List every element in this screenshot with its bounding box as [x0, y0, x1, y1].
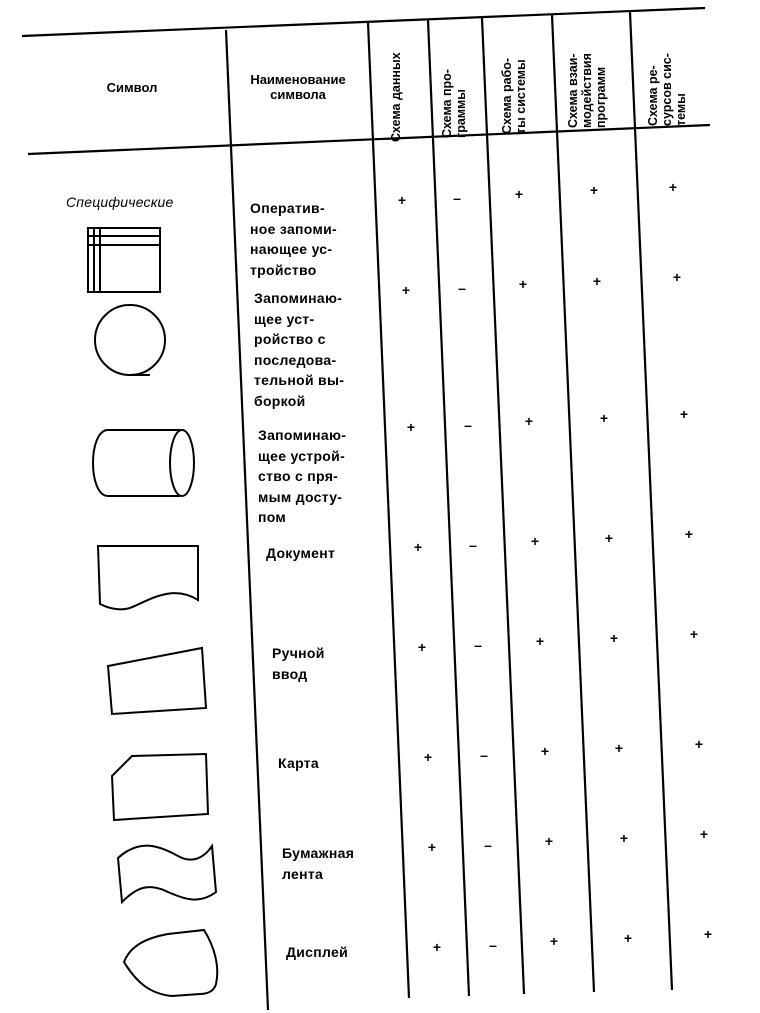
header-scheme-system: Схема рабо- ты системы: [500, 57, 528, 134]
header-symbol-name: Наименование символа: [250, 72, 346, 102]
mark-r4-c2: +: [535, 633, 545, 649]
punched-tape-symbol: [118, 846, 216, 902]
mark-r7-c2: +: [549, 933, 559, 949]
mark-r4-c4: +: [689, 626, 699, 642]
mark-r2-c0: +: [406, 419, 416, 435]
mark-r6-c1: –: [484, 837, 492, 853]
manual-input-symbol: [108, 648, 206, 714]
mark-r1-c0: +: [401, 282, 411, 298]
mark-r1-c4: +: [672, 269, 682, 285]
document-symbol: [98, 546, 198, 609]
mark-r5-c0: +: [423, 749, 433, 765]
mark-r6-c4: +: [699, 826, 709, 842]
mark-r7-c4: +: [703, 926, 713, 942]
mark-r2-c2: +: [524, 413, 534, 429]
mark-r3-c0: +: [413, 539, 423, 555]
mark-r0-c3: +: [589, 182, 599, 198]
card-symbol: [112, 754, 208, 820]
row-name-manual-input: Ручной ввод: [272, 645, 325, 682]
header-scheme-data: Схема данных: [389, 52, 403, 142]
mark-r2-c4: +: [679, 406, 689, 422]
mark-r0-c1: –: [453, 190, 461, 206]
mark-r2-c3: +: [599, 410, 609, 426]
mark-r3-c4: +: [684, 526, 694, 542]
mark-r5-c2: +: [540, 743, 550, 759]
category-label: Специфические: [66, 194, 174, 210]
mark-r0-c2: +: [514, 186, 524, 202]
header-symbol: Символ: [106, 80, 158, 95]
online-storage-symbol: [88, 228, 160, 292]
row-name-document: Документ: [266, 545, 336, 561]
header-scheme-interaction: Схема взаи- модействия программ: [566, 53, 608, 128]
mark-r0-c0: +: [397, 192, 407, 208]
mark-r2-c1: –: [464, 417, 472, 433]
mark-r3-c3: +: [604, 530, 614, 546]
mark-r6-c0: +: [427, 839, 437, 855]
mark-r4-c1: –: [474, 637, 482, 653]
mark-r3-c1: –: [469, 537, 477, 553]
row-name-online-storage: Оператив- ное запоми- нающее ус- тройство: [250, 200, 337, 278]
mark-r7-c0: +: [432, 939, 442, 955]
mark-r0-c4: +: [668, 179, 678, 195]
mark-r1-c3: +: [592, 273, 602, 289]
mark-r5-c3: +: [614, 740, 624, 756]
mark-r7-c1: –: [489, 937, 497, 953]
mark-r3-c2: +: [530, 533, 540, 549]
display-symbol: [124, 930, 217, 996]
mark-r7-c3: +: [623, 930, 633, 946]
sequential-storage-symbol: [95, 305, 165, 375]
header-scheme-program: Схема про- граммы: [440, 69, 468, 138]
mark-r6-c2: +: [544, 833, 554, 849]
mark-r5-c4: +: [694, 736, 704, 752]
mark-r1-c2: +: [518, 276, 528, 292]
mark-r5-c1: –: [480, 747, 488, 763]
header-scheme-resources: Схема ре- сурсов сис- темы: [646, 53, 688, 126]
direct-access-storage-symbol: [93, 430, 194, 496]
row-name-direct-access-storage: Запоминаю- щее устрой- ство с пря- мым досту- пом: [258, 427, 347, 525]
mark-r6-c3: +: [619, 830, 629, 846]
row-name-sequential-storage: Запоминаю- щее уст- ройство с последова- тельной вы- боркой: [254, 290, 345, 409]
mark-r4-c0: +: [417, 639, 427, 655]
row-name-card: Карта: [278, 755, 320, 771]
mark-r1-c1: –: [458, 280, 466, 296]
row-name-punched-tape: Бумажная лента: [282, 845, 355, 882]
row-name-display: Дисплей: [286, 944, 349, 960]
mark-r4-c3: +: [609, 630, 619, 646]
